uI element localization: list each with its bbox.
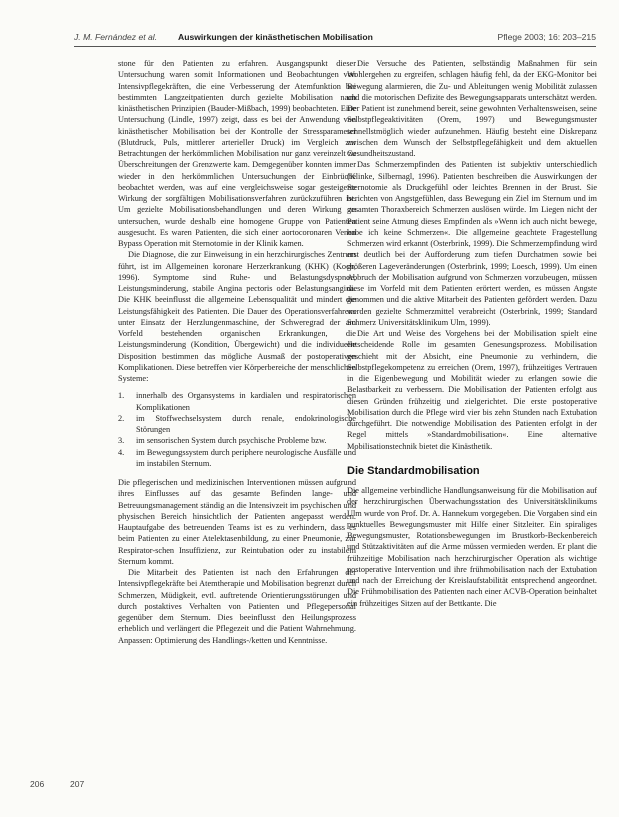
right-paragraph-4: Die allgemeine verbindliche Handlungsanweisung für die Mobilisation auf der herzchirurgischen Überwachungsstation des Universitätsklinikums Ulm wurde von Prof. Dr. A. Hannekum vorgegeben. Die Vorgaben sind ein punktuelles Bewegungsmuster mit Hilfe einer Sitzleiter. Ein spiraliges Bewegungsmuster, Rotationsbewegungen im Brustkorb-Beckenbereich und Stützaktivitäten auf die Arme müssen vermieden werden. Er plant die frühzeitige Mobilisation nach herzchirurgischer Operation als wichtige postoperative Intervention und ihre frühmobilisation nach der Extubation und nach der Erreichung der Kreislaufstabilität entsprechend angeordnet. Die Frühmobilisation des Patienten nach einer ACVB-Operation beinhaltet ein frühzeitiges Sitzen auf der Bettkante. Die <box>347 486 597 608</box>
section-heading: Die Standardmobilisation <box>347 464 480 477</box>
list-item <box>118 413 356 436</box>
list-number: 1. <box>118 391 125 401</box>
left-column <box>118 58 356 646</box>
right-paragraph-1: Die Versuche des Patienten, selbständig Maßnahmen für sein Wohlergehen zu ergreifen, schlagen häufig fehl, da der EKG-Monitor bei Bewegung alarmieren, die Zu- und Ableitungen wenig Mobilität zulassen und die motorischen Defizite des Bewegungsapparats unterschätzt werden. Der Patient ist zunehmend bereit, seine gewohnten Verhaltensweisen, seine Selbstpflegeaktivitäten (Orem, 1997) und Bewegungsmuster schnellstmöglich wieder aufzunehmen. Häufig besteht eine Diskrepanz zwischen dem Wunsch der Selbstpflegefähigkeit und dem aktuellen Gesundheitszustand. <box>347 59 597 158</box>
running-header <box>74 30 596 48</box>
list-text: im Stoffwechselsystem durch renale, endokrinologische Störungen <box>136 413 356 434</box>
list-number: 2. <box>118 413 125 423</box>
right-paragraph-3: Die Art und Weise des Vorgehens bei der Mobilisation spielt eine entscheidende Rolle im gesamten Genesungsprozess. Mobilisation geschieht mit der Absicht, eine Pneumonie zu verhindern, die Selbstpflegekompetenz zu erreichen (Orem, 1997), frühzeitiges Vertrauen in die Eigenbewegung und Mobilität wieder zu erlangen sowie die Belastbarkeit zu verbessern. Die Mobilisation der Patienten erfolgt aus diesen Gründen frühzeitig und zielgerichtet. Die erste postoperative Mobilisation durch die Pflege wird vier bis zehn Stunden nach Extubation durchgeführt. Die notwendige Mobilisation des Patienten erfolgt in der Regel mittels »Standardmobilisation«. Eine alternative Mobilisationstechnik bietet die Kinästhetik. <box>347 329 597 451</box>
list-text: innerhalb des Organsystems in kardialen und respiratorischen Komplikationen <box>136 391 356 412</box>
list-number: 4. <box>118 447 125 457</box>
left-paragraph-3: Die pflegerischen und medizinischen Interventionen müssen aufgrund ihres Einflusses auf das gesamte Befinden lange- und Betreuungsmanagement ständig an die Intensivzeit im psychischen und physischen Bereich hinsichtlich der Patienten angepasst werden. Hauptaufgabe des betreuenden Teams ist es zu verhindern, dass es beim Patienten zu einer Atelektasenbildung, zu einer Pneumonie, zur Respirator-schen Insuffizienz, zur Reintubation oder zu instabilem Sternum kommt. <box>118 478 356 566</box>
complication-list <box>118 390 356 469</box>
page-number-outer: 206 <box>30 779 45 789</box>
left-paragraph-2: Die Diagnose, die zur Einweisung in ein herzchirurgisches Zentrum führt, ist im Allgemeinen koronare Herzerkrankung (KHK) (Koch, 1996). Symptome sind Ruhe- und Belastungsdyspnoe, Leistungsminderung, stabile Angina pectoris oder Belastungsangina. Die KHK beeinflusst die allgemeine Lebensqualität und mindert die Leistungsfähigkeit des Patienten. Die Dauer des Operationsverfahrens unter Einsatz der Herzlungenmaschine, der Schweregrad der am Vorfeld bestehenden organischen Erkrankungen, die Leistungsminderung (Kondition, Übergewicht) und die individuelle Disposition bestimmen das mögliche Ausmaß der postoperativen Komplikationen. Diese betreffen vier Körperbereiche der menschlichen Systeme: <box>118 250 356 383</box>
header-rule <box>74 46 596 47</box>
header-title: Auswirkungen der kinästhetischen Mobilisation <box>178 32 373 42</box>
header-author: J. M. Fernández et al. <box>74 32 158 42</box>
left-paragraph-4: Die Mitarbeit des Patienten ist nach den Erfahrungen der Intensivpflegekräfte bei Atemtherapie und Mobilisation begrenzt durch Schmerzen, Müdigkeit, evtl. auftretende Orientierungsstörungen und durch postaktives Verhalten von Patienten und Pflegepersonal gegenüber dem Sternum. Dies beeinflusst den Heilungsprozess erheblich und verlängert die Pflegezeit und die Patient Wahrnehmung. Anpassen: Optimierung des Handlings-/ketten und Kenntnisse. <box>118 568 356 645</box>
list-text: im sensorischen System durch psychische Probleme bzw. <box>136 436 327 446</box>
header-journal: Pflege 2003; 16: 203–215 <box>497 32 596 42</box>
list-item <box>118 447 356 470</box>
right-paragraph-2: Das Schmerzempfinden des Patienten ist subjektiv unterschiedlich (Klinke, Silbernagl, 1996). Patienten beschreiben die Auswirkungen der Sternotomie als Druckgefühl oder leichtes Brennen in der Brust. Sie berichten von Angstgefühlen, dass Bewegung ein Ziel im Sternum und im gesamten Thoraxbereich Schmerzen auslösen würde. Im Liegen nicht der Patient seine Atmung dieses Empfinden als »Wenn ich auch nicht bewege, habe ich keine Schmerzen«. Die allgemeine geachtete Fragestellung Schmerzen wird erkannt (Osterbrink, 1999). Die Schmerzempfindung wird erst deutlich bei der Aufforderung zum tiefen Durchatmen sowie bei größeren Lageveränderungen (Osterbrink, 1999; Loesch, 1999). Um einen Abbruch der Mobilisation aufgrund von Schmerzen vorzubeugen, müssen diese im Vorfeld mit dem Patienten erörtert werden, es müssen Angste genommen und die aktive Mitarbeit des Patienten gefördert werden. Dazu werden gezielte Schmerzmittel verabreicht (Osterbrink, 1999; Standard Schmerz Universitätsklinikum Ulm, 1999). <box>347 160 597 327</box>
list-text: im Bewegungssystem durch periphere neurologische Ausfälle und im instabilen Sternum. <box>136 447 356 468</box>
list-number: 3. <box>118 436 125 446</box>
list-item <box>118 435 356 446</box>
list-item <box>118 390 356 413</box>
right-column <box>347 58 597 609</box>
left-paragraph-1: stone für den Patienten zu erfahren. Ausgangspunkt dieser Untersuchung waren somit Informationen und Beobachtungen von Intensivpflegekräften, die eine Verbesserung der Atemfunktion bei bestimmten Langzeitpatienten durch gezielte Mobilisation nach kinästhetischen Prinzipien (Bauder-Mißbach, 1999) beobachteten. Eine Untersuchung (Lindle, 1997) zeigt, dass es bei der Anwendung von kinästhetischer Mobilisation bei der Kontrolle der Stressparameter (Blutdruck, Puls, mittlerer arterieller Druck) im Vergleich zur Betrachtungen der herkömmlichen Mobilisation nur ganz vereinzelt zu Überschreitungen der Grenzwerte kam. Demgegenüber konnten immer wieder in den herkömmlichen Untersuchungen der Einbrüche beobachtet werden, was auf eine vergleichsweise sogar gesteigerte Wirkung der sorgfältigen Mobilisationsverfahren zurückzuführen ist. Um gezielte Mobilisationsbehandlungen und deren Wirkung zu untersuchen, wurde deshalb eine homogene Gruppe von Patienten ausgesucht. Es waren Patienten, die sich einer aortocoronaren Venen Bypass Operation mit Sternotomie in der Klinik kamen. <box>118 59 356 248</box>
page-number-inner: 207 <box>70 779 85 789</box>
